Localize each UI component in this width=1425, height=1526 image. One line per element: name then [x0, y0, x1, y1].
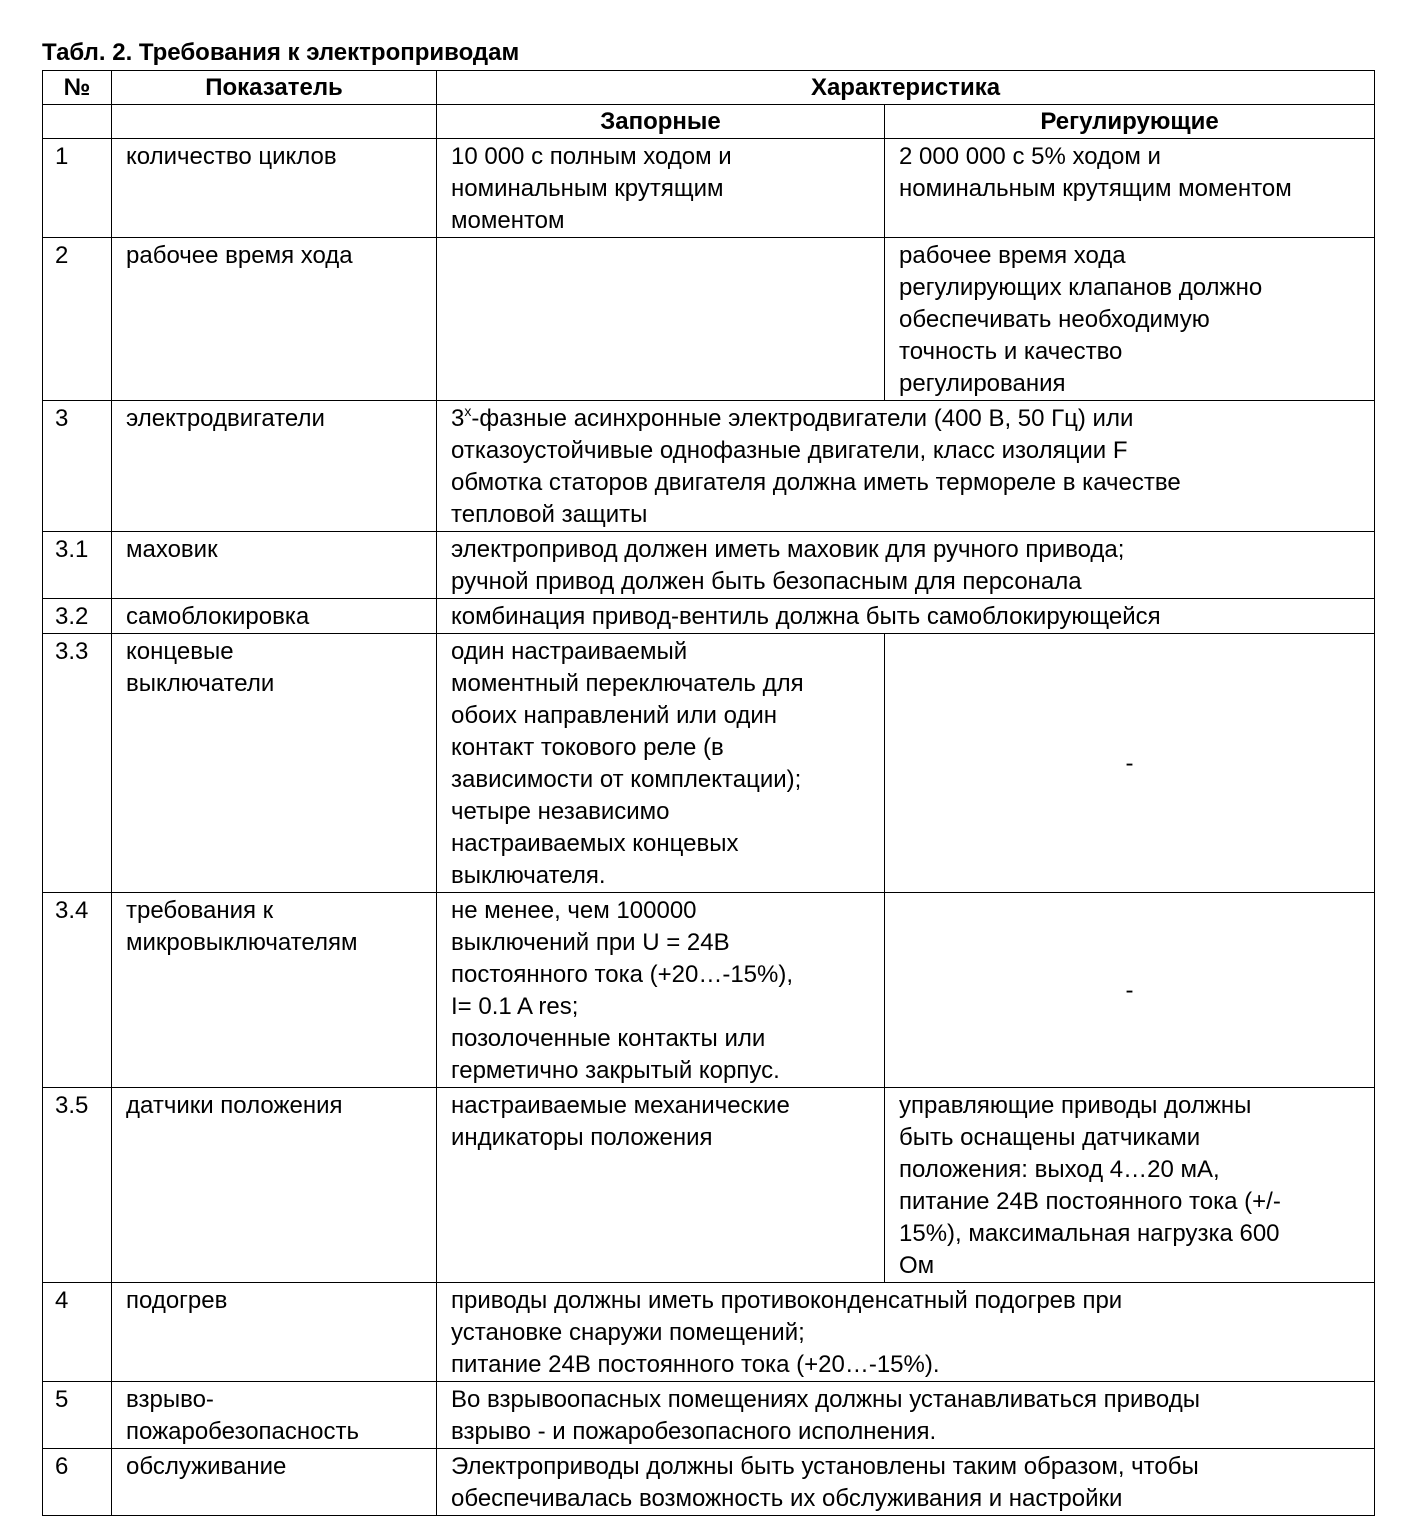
shutoff-cell — [437, 238, 885, 401]
regulating-cell: рабочее время хода регулирующих клапанов должно обеспечивать необходимую точность и качество регулирования — [885, 238, 1375, 401]
indicator-cell: количество циклов — [112, 139, 437, 238]
indicator-cell: самоблокировка — [112, 599, 437, 634]
header-row — [43, 71, 1375, 105]
indicator-cell: электродвигатели — [112, 401, 437, 532]
shutoff-cell: настраиваемые механические индикаторы положения — [437, 1088, 885, 1283]
characteristic-cell: Электроприводы должны быть установлены таким образом, чтобы обеспечивалась возможность их обслуживания и настройки — [437, 1449, 1375, 1516]
subheader-row — [43, 105, 1375, 139]
indicator-cell: обслуживание — [112, 1449, 437, 1516]
row-number: 1 — [43, 139, 112, 238]
regulating-cell: управляющие приводы должны быть оснащены датчиками положения: выход 4…20 мА, питание 24В постоянного тока (+/- 15%), максимальная нагрузка 600 Ом — [885, 1088, 1375, 1283]
row-number: 3.2 — [43, 599, 112, 634]
table-row — [43, 1088, 1375, 1283]
row-number: 3.5 — [43, 1088, 112, 1283]
header-indicator: Показатель — [112, 71, 437, 105]
table-caption: Табл. 2. Требования к электроприводам — [42, 39, 520, 66]
requirements-table — [42, 70, 1375, 1516]
header-characteristic: Характеристика — [437, 71, 1375, 105]
row-number: 3.3 — [43, 634, 112, 893]
indicator-cell: датчики положения — [112, 1088, 437, 1283]
header-regulating: Регулирующие — [885, 105, 1375, 139]
characteristic-cell: электропривод должен иметь маховик для ручного привода; ручной привод должен быть безопасным для персонала — [437, 532, 1375, 599]
table-row — [43, 599, 1375, 634]
characteristic-cell: Во взрывоопасных помещениях должны устанавливаться приводы взрыво - и пожаробезопасного исполнения. — [437, 1382, 1375, 1449]
table-row — [43, 893, 1375, 1088]
indicator-cell: маховик — [112, 532, 437, 599]
table-row — [43, 1382, 1375, 1449]
row-number: 3 — [43, 401, 112, 532]
shutoff-cell: 10 000 с полным ходом и номинальным крутящим моментом — [437, 139, 885, 238]
table-row — [43, 634, 1375, 893]
regulating-cell: - — [885, 634, 1375, 893]
regulating-cell: - — [885, 893, 1375, 1088]
shutoff-cell: один настраиваемый моментный переключатель для обоих направлений или один контакт токового реле (в зависимости от комплектации); четыре независимо настраиваемых концевых выключателя. — [437, 634, 885, 893]
document-page — [42, 36, 1374, 1516]
row-number: 5 — [43, 1382, 112, 1449]
table-row — [43, 1449, 1375, 1516]
regulating-cell: 2 000 000 с 5% ходом и номинальным крутящим моментом — [885, 139, 1375, 238]
indicator-cell: требования к микровыключателям — [112, 893, 437, 1088]
table-row — [43, 1283, 1375, 1382]
characteristic-cell: приводы должны иметь противоконденсатный подогрев при установке снаружи помещений; питание 24В постоянного тока (+20…-15%). — [437, 1283, 1375, 1382]
row-number: 4 — [43, 1283, 112, 1382]
header-shutoff: Запорные — [437, 105, 885, 139]
table-row — [43, 238, 1375, 401]
row-number: 6 — [43, 1449, 112, 1516]
row-number: 3.1 — [43, 532, 112, 599]
row-number: 2 — [43, 238, 112, 401]
table-row — [43, 139, 1375, 238]
indicator-cell: подогрев — [112, 1283, 437, 1382]
row-number: 3.4 — [43, 893, 112, 1088]
shutoff-cell: не менее, чем 100000 выключений при U = 24В постоянного тока (+20…-15%), I= 0.1 A res; позолоченные контакты или герметично закрытый корпус. — [437, 893, 885, 1088]
indicator-cell: рабочее время хода — [112, 238, 437, 401]
characteristic-cell: комбинация привод-вентиль должна быть самоблокирующейся — [437, 599, 1375, 634]
characteristic-cell: $3^х$-фазные асинхронные электродвигатели (400 В, 50 Гц) или отказоустойчивые однофазные двигатели, класс изоляции F обмотка статоров двигателя должна иметь термореле в качестве тепловой защиты — [437, 401, 1375, 532]
indicator-cell: взрыво- пожаробезопасность — [112, 1382, 437, 1449]
indicator-cell: концевые выключатели — [112, 634, 437, 893]
header-num: № — [43, 71, 112, 105]
table-row — [43, 532, 1375, 599]
table-row — [43, 401, 1375, 532]
